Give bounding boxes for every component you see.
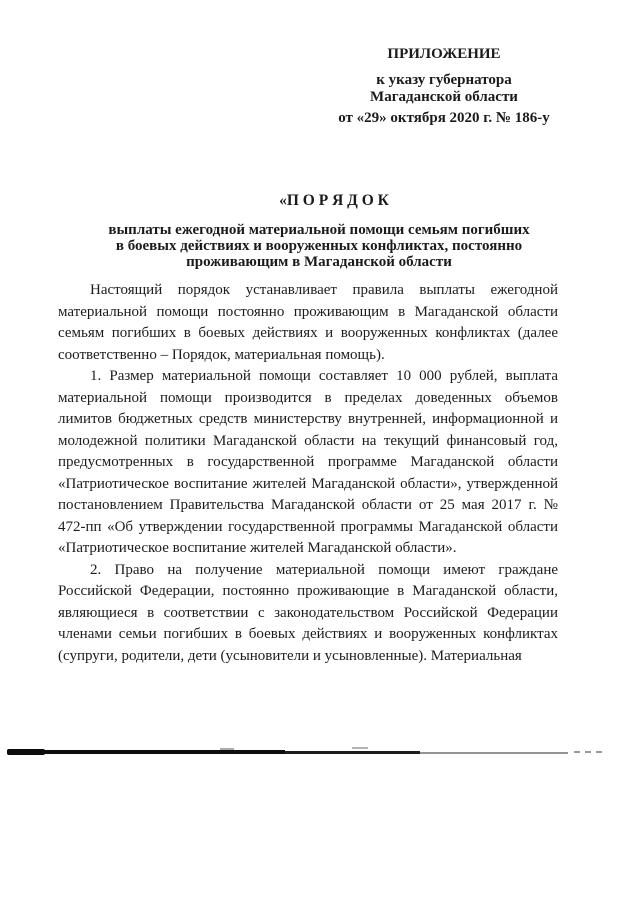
document-title: «П О Р Я Д О К bbox=[279, 192, 389, 209]
document-subtitle bbox=[69, 222, 569, 270]
scan-artifact-speck bbox=[220, 748, 234, 750]
body-paragraph-1: 1. Размер материальной помощи составляет 10 000 рублей, выплата материальной помощи производится в пределах доведенных объемов лимитов бюджетных средств министерству внутренней, информационной и молодежной политики Магаданской области на текущий финансовый год, предусмотренных в государственной программе Магаданской области «Патриотическое воспитание жителей Магаданской области», утвержденной постановлением Правительства Магаданской области от 25 мая 2017 г. № 472-пп «Об утверждении государственной программы Магаданской области «Патриотическое воспитание жителей Магаданской области». bbox=[58, 368, 558, 556]
appendix-label: ПРИЛОЖЕНИЕ bbox=[387, 46, 501, 62]
title-block bbox=[58, 192, 558, 270]
scan-artifact-line-gray bbox=[420, 752, 568, 754]
decree-date-number: от «29» октября 2020 г. № 186-у bbox=[338, 110, 550, 126]
document-body bbox=[58, 280, 558, 667]
decree-reference bbox=[338, 72, 550, 106]
scan-artifact-speck bbox=[352, 747, 368, 749]
document-subtitle-line-1: выплаты ежегодной материальной помощи семьям погибших bbox=[108, 222, 530, 238]
document-subtitle-line-2: в боевых действиях и вооруженных конфликтах, постоянно bbox=[115, 238, 523, 254]
body-paragraph-intro: Настоящий порядок устанавливает правила выплаты ежегодной материальной помощи постоянно проживающим в Магаданской области семьям погибших в боевых действиях и вооруженных конфликтах (далее соответственно – Порядок, материальная помощь). bbox=[58, 282, 558, 363]
decree-reference-line-1: к указу губернатора bbox=[376, 72, 512, 88]
scan-artifact-line-dashed bbox=[574, 751, 602, 753]
decree-reference-line-2: Магаданской области bbox=[370, 89, 518, 105]
scan-artifact-line-mid bbox=[285, 751, 420, 754]
appendix-header bbox=[338, 46, 550, 127]
scan-artifact-line-dark bbox=[7, 750, 285, 754]
document-subtitle-line-3: проживающим в Магаданской области bbox=[186, 254, 452, 270]
body-paragraph-2: 2. Право на получение материальной помощи имеют граждане Российской Федерации, постоянно проживающие в Магаданской области, являющиеся в соответствии с законодательством Российской Федерации членами семьи погибших в боевых действиях и вооруженных конфликтах (супруги, родители, дети (усыновители и усыновленные). Материальная bbox=[58, 561, 558, 664]
